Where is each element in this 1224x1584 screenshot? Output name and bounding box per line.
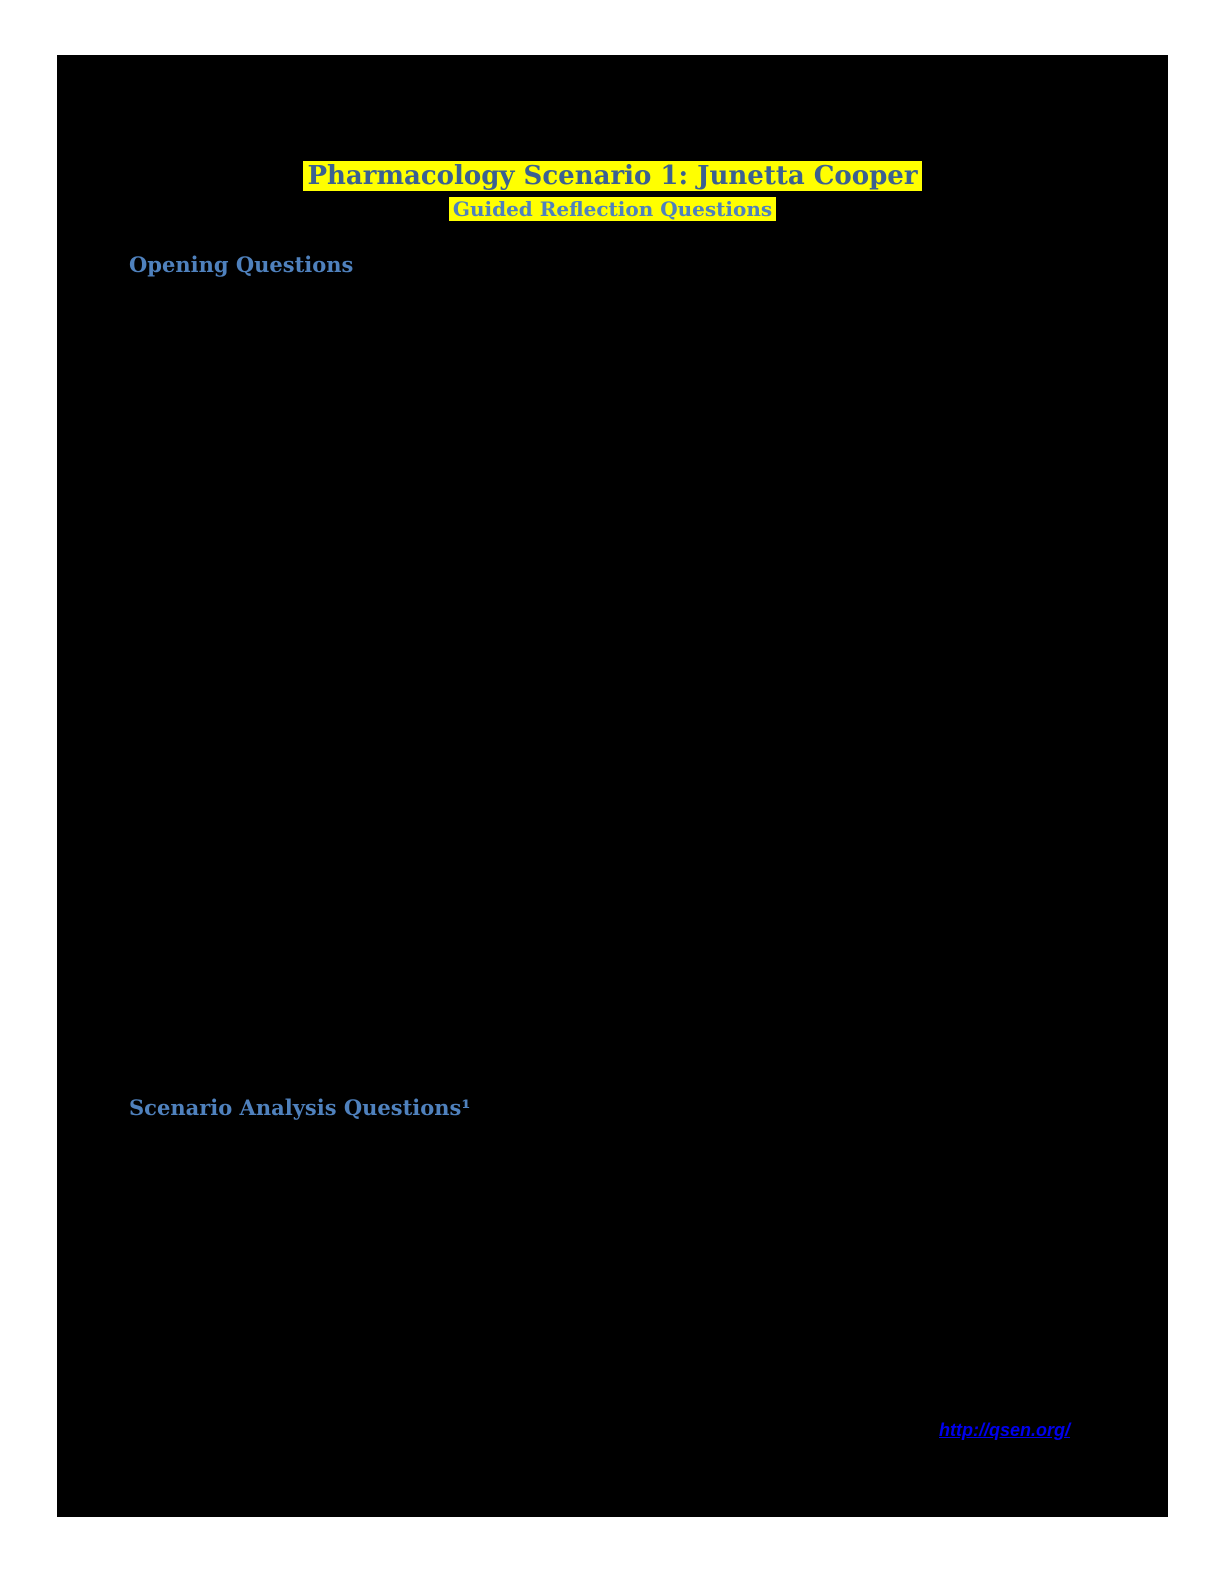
document-page: [57, 55, 1168, 1517]
document-subtitle-row: [57, 196, 1168, 222]
heading-scenario-analysis-questions: Scenario Analysis Questions¹: [129, 1095, 471, 1120]
qsen-link[interactable]: http://qsen.org/: [939, 1420, 1070, 1440]
heading-opening-questions: Opening Questions: [129, 252, 354, 277]
document-subtitle: Guided Reflection Questions: [449, 197, 776, 221]
document-title: Pharmacology Scenario 1: Junetta Cooper: [303, 161, 921, 191]
document-title-row: [57, 161, 1168, 192]
